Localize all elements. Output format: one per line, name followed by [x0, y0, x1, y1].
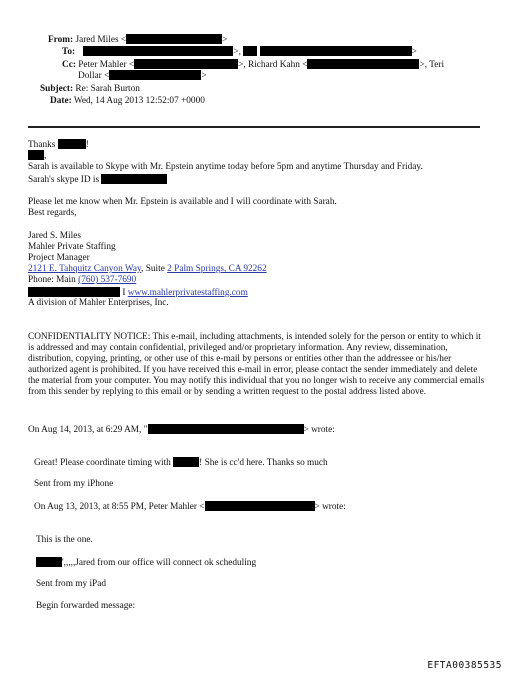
- redaction: [148, 424, 304, 434]
- cc-peter: Peter Mahler <: [78, 60, 135, 70]
- redaction: [83, 46, 233, 56]
- date-value: Wed, 14 Aug 2013 12:52:07 +0000: [73, 96, 205, 106]
- redaction: [134, 59, 238, 69]
- redaction: [28, 150, 47, 161]
- gt: >: [222, 35, 228, 45]
- phone-link[interactable]: (760) 537-7690: [78, 275, 137, 285]
- exclaim: !: [85, 140, 89, 150]
- comma: ,: [44, 151, 47, 161]
- body-line-3: Please let me know when Mr. Epstein is available and I will coordinate with Sarah.: [28, 197, 337, 207]
- redaction: [307, 59, 419, 69]
- body-line-4: Best regards,: [28, 208, 77, 218]
- body-line-2: [28, 174, 167, 186]
- redaction: [260, 46, 412, 56]
- quote1-sent: Sent from my iPhone: [34, 479, 114, 489]
- body-line-1: Sarah is available to Skype with Mr. Epstein anytime today before 5pm and anytime Thursday and Friday.: [28, 162, 423, 172]
- from-label: From:: [48, 35, 74, 45]
- redaction: [36, 557, 62, 567]
- sig-phone: [28, 275, 136, 286]
- cc-teri: >, Teri: [419, 60, 445, 70]
- quote2-forwarded: Begin forwarded message:: [36, 601, 136, 611]
- quote2-sent: Sent from my iPad: [36, 579, 106, 589]
- redaction: [243, 46, 257, 56]
- quote1-intro: On Aug 14, 2013, at 6:29 AM, ": [28, 425, 148, 435]
- redaction: [126, 34, 222, 44]
- subject-value: Re: Sarah Burton: [75, 84, 140, 94]
- to-row: [62, 46, 417, 58]
- bates-number: EFTA00385535: [427, 660, 502, 671]
- from-row: [48, 34, 227, 46]
- separator: >,: [233, 47, 241, 57]
- cc-richard: >, Richard Kahn <: [238, 60, 308, 70]
- quote2-header: [34, 501, 346, 513]
- address-street-link[interactable]: 2121 E. Tahquitz Canyon Way: [28, 264, 142, 274]
- sig-name: Jared S. Miles: [28, 231, 81, 241]
- from-value: Jared Miles <: [75, 35, 127, 45]
- sig-company: Mahler Private Staffing: [28, 242, 116, 252]
- header-divider: [28, 126, 480, 128]
- subject-label: Subject:: [40, 84, 74, 94]
- salutation: [28, 150, 46, 162]
- quote2-line1: This is the one.: [36, 535, 93, 545]
- cc-label: Cc:: [62, 60, 76, 70]
- gt: >: [201, 71, 207, 81]
- cc-dollar: Dollar <: [78, 71, 110, 81]
- quote2-line2: [36, 557, 256, 569]
- thanks-text: Thanks: [28, 140, 56, 150]
- quote1-message: [34, 457, 328, 469]
- suite-text: , Suite: [141, 264, 168, 274]
- confidentiality-notice: CONFIDENTIALITY NOTICE: This e-mail, including attachments, is intended solely for the person or entity to which it is addressed and may contain confidential, privileged and/or proprietary information. Any review, dissemination, distribution, copying, printing, or other use of this e-mail by persons or entities other than the addressee or his/her authorized agent is prohibited. If you have received this e-mail in error, please contact the sender immediately and delete the material from your computer. You may notify this individual that you no longer wish to receive any commercial emails from this sender by replying to this email or by sending a written request to the postal address listed above.: [28, 332, 485, 397]
- redaction: [173, 457, 199, 467]
- quote2-text: ',,,,,Jared from our office will connect ok scheduling: [62, 558, 257, 568]
- msg-part-a: Great! Please coordinate timing with: [34, 458, 171, 468]
- wrote: > wrote:: [303, 425, 335, 435]
- to-label: To:: [62, 47, 76, 57]
- date-row: [50, 96, 205, 107]
- website-link[interactable]: www.mahlerprivatestaffing.com: [127, 288, 248, 298]
- quote2-intro: On Aug 13, 2013, at 8:55 PM, Peter Mahler <: [34, 502, 205, 512]
- redaction: [58, 139, 86, 149]
- sig-title: Project Manager: [28, 253, 90, 263]
- phone-label: Phone: Main: [28, 275, 79, 285]
- web-prefix: I: [122, 288, 128, 298]
- address-city-link[interactable]: 2 Palm Springs, CA 92262: [167, 264, 267, 274]
- redaction: [205, 501, 315, 511]
- subject-row: [40, 84, 140, 95]
- redaction: [101, 174, 167, 184]
- gt: >: [411, 47, 417, 57]
- msg-part-b: ! She is cc'd here. Thanks so much: [199, 458, 328, 468]
- date-label: Date:: [50, 96, 72, 106]
- redaction: [109, 70, 201, 80]
- skype-text: Sarah's skype ID is: [28, 175, 100, 185]
- sig-division: A division of Mahler Enterprises, Inc.: [28, 298, 169, 308]
- cc-row-cont: [78, 70, 207, 82]
- quote1-header: [28, 424, 335, 436]
- sig-address: [28, 264, 267, 275]
- wrote: > wrote:: [314, 502, 346, 512]
- redaction: [28, 287, 120, 297]
